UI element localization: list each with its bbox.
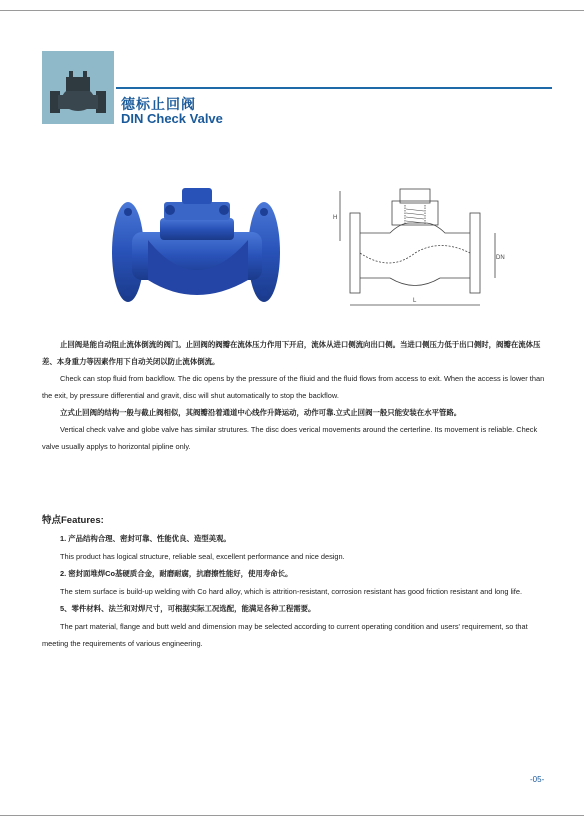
page-number: -05- [530,775,545,784]
page-title-cn: 德标止回阀 [121,96,196,112]
intro-para-cn-2: 立式止回阀的结构一般与截止阀相似，其阀瓣沿着通道中心线作升降运动，动作可靠.立式止回阀一般只能安装在水平管路。 [60,408,462,417]
top-border [0,10,584,11]
valve-technical-drawing [330,183,510,318]
bottom-border [0,815,584,816]
feature-item-cn-2: 2. 密封面堆焊Co基硬质合金，耐磨耐腐，抗磨擦性能好，使用寿命长。 [60,569,293,578]
valve-photo [108,180,284,320]
features-title: 特点Features: [42,515,104,526]
feature-item-en-1: This product has logical structure, reliable seal, excellent performance and nice design. [60,551,345,561]
intro-para-en-1: Check can stop fluid from backflow. The dic opens by the pressure of the fliuid and the fluid flows from access to exit. When the access is lower than the exit, by pressure differential and gravit, disc will shut automatically to stop the backflow. [42,374,545,400]
intro-para-cn-1: 止回阀是能自动阻止流体倒流的阀门。止回阀的阀瓣在流体压力作用下开启，流体从进口侧流向出口侧。当进口侧压力低于出口侧时，阀瓣在流体压差、本身重力等因素作用下自动关闭以防止流体倒流。 [42,340,541,366]
title-rule [116,87,552,89]
features-section [42,530,556,653]
feature-item-en-2: The stem surface is build-up welding with Co hard alloy, which is attrition-resistant, corrosion resistant has good friction resistant and long life. [60,586,522,596]
page-title-en: DIN Check Valve [121,111,223,126]
intro-section [42,336,552,455]
dim-label-dn: DN [496,255,505,261]
intro-para-en-2: Vertical check valve and globe valve has similar strutures. The disc does verical movements around the certerline. Its movement is reliable. Check valve usually applys to horizontal pipline only. [42,425,538,451]
valve-thumbnail [42,51,114,124]
feature-item-en-3: The part material, flange and butt weld and dimension may be selected according to current operating condition and users' requirement, so that meeting the requirements of various engineering. [42,621,528,648]
feature-item-cn-3: 5、零件材料、法兰和对焊尺寸，可根据实际工况选配，能满足各种工程需要。 [60,604,316,613]
feature-item-cn-1: 1. 产品结构合理、密封可靠、性能优良、造型美观。 [60,534,231,543]
dim-label-h: H [333,215,338,221]
dim-label-l: L [413,298,417,304]
